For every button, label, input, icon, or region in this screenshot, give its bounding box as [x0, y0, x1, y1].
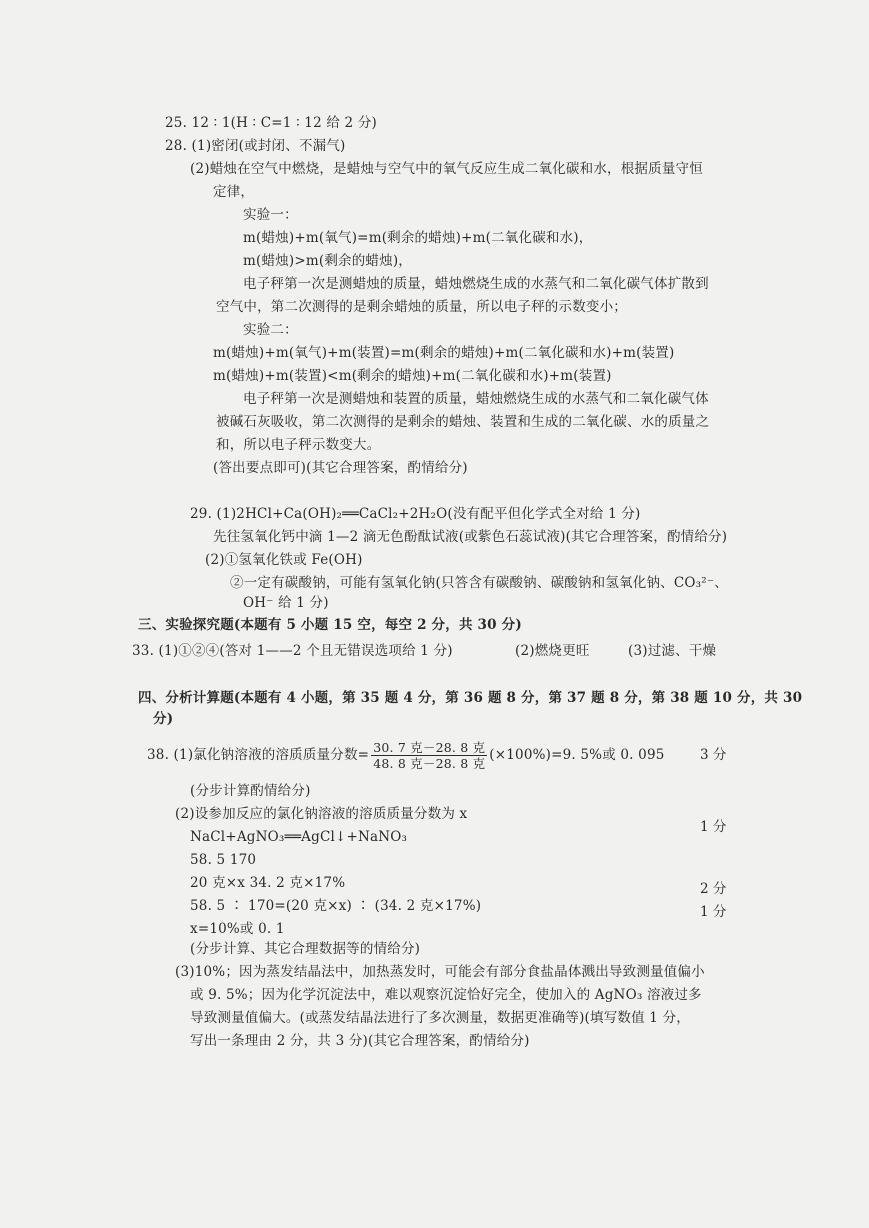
answer-38-3-line2: 或 9. 5%；因为化学沉淀法中，难以观察沉淀恰好完全，使加入的 AgNO₃ 溶液过多 — [190, 987, 702, 1003]
answer-38-3-line4: 写出一条理由 2 分，共 3 分)(其它合理答案，酌情给分) — [190, 1033, 530, 1049]
section-four-heading-cont: 分) — [153, 711, 174, 727]
molar-masses: 58. 5 170 — [190, 852, 257, 868]
experiment-two-heading: 实验二： — [243, 322, 298, 338]
experiment-two-explain-2: 被碱石灰吸收，第二次测得的是剩余的蜡烛、装置和生成的二氧化碳、水的质量之 — [216, 414, 710, 430]
answer-38-2-setup: (2)设参加反应的氯化钠溶液的溶质质量分数为 x — [175, 806, 468, 822]
answer-38-1-note: (分步计算酌情给分) — [190, 783, 311, 799]
fraction — [371, 740, 487, 771]
experiment-one-explain-1: 电子秤第一次是测蜡烛的质量，蜡烛燃烧生成的水蒸气和二氧化碳气体扩散到 — [243, 276, 709, 292]
experiment-two-inequality: m(蜡烛)+m(装置)<m(剩余的蜡烛)+m(二氧化碳和水)+m(装置) — [213, 368, 612, 384]
answer-29-2-2: ②一定有碳酸钠，可能有氢氧化钠(只答含有碳酸钠、碳酸钠和氢氧化钠、CO₃²⁻、 — [230, 575, 728, 591]
answer-28-1: 28. (1)密闭(或封闭、不漏气) — [165, 138, 346, 154]
score-38-2-proportion: 2 分 — [700, 881, 727, 897]
score-38-1: 3 分 — [700, 747, 727, 763]
experiment-two-equation: m(蜡烛)+m(氧气)+m(装置)=m(剩余的蜡烛)+m(二氧化碳和水)+m(装置) — [213, 345, 675, 361]
score-38-2-equation: 1 分 — [700, 819, 727, 835]
score-38-2-result: 1 分 — [700, 904, 727, 920]
section-four-heading: 四、分析计算题(本题有 4 小题，第 35 题 4 分，第 36 题 8 分，第 37 题 8 分，第 38 题 10 分，共 30 — [138, 690, 803, 706]
proportion-equation: 58. 5 ∶ 170=(20 克×x) ∶ (34. 2 克×17%) — [190, 898, 482, 914]
answer-38-1 — [147, 738, 665, 772]
answer-33-1: 33. (1)①②④(答对 1——2 个且无错误选项给 1 分) — [132, 643, 453, 659]
answer-38-1-result: (×100%)=9. 5%或 0. 095 — [489, 747, 665, 763]
answer-29-2-1: (2)①氢氧化铁或 Fe(OH) — [205, 552, 363, 568]
answer-28-2-intro-cont: 定律， — [213, 184, 255, 200]
answer-33-3: (3)过滤、干燥 — [628, 643, 717, 659]
experiment-one-heading: 实验一： — [243, 207, 298, 223]
answer-28-note: (答出要点即可)(其它合理答案，酌情给分) — [213, 460, 468, 476]
answer-38-3-line1: (3)10%；因为蒸发结晶法中，加热蒸发时，可能会有部分食盐晶体溅出导致测量值偏小 — [175, 964, 705, 980]
experiment-two-explain-3: 和，所以电子秤示数变大。 — [216, 437, 381, 453]
answer-38-3-line3: 导致测量值偏大。(或蒸发结晶法进行了多次测量，数据更准确等)(填写数值 1 分， — [190, 1010, 690, 1026]
reaction-equation: NaCl+AgNO₃══AgCl↓+NaNO₃ — [190, 829, 408, 845]
fraction-numerator: 30. 7 克－28. 8 克 — [373, 740, 486, 755]
answer-33-2: (2)燃烧更旺 — [515, 643, 590, 659]
masses-row: 20 克×x 34. 2 克×17% — [190, 875, 346, 891]
experiment-one-inequality: m(蜡烛)>m(剩余的蜡烛)， — [243, 253, 412, 269]
answer-29-1-method: 先往氢氧化钙中滴 1—2 滴无色酚酞试液(或紫色石蕊试液)(其它合理答案，酌情给分) — [213, 529, 728, 545]
answer-38-1-label: 38. (1)氯化钠溶液的溶质质量分数= — [147, 747, 370, 763]
experiment-one-equation: m(蜡烛)+m(氧气)=m(剩余的蜡烛)+m(二氧化碳和水)， — [243, 230, 593, 246]
answer-38-2-result: x=10%或 0. 1 — [190, 921, 285, 937]
answer-28-2-intro: (2)蜡烛在空气中燃烧，是蜡烛与空气中的氧气反应生成二氧化碳和水，根据质量守恒 — [190, 161, 703, 177]
experiment-one-explain-2: 空气中，第二次测得的是剩余蜡烛的质量，所以电子秤的示数变小； — [216, 299, 627, 315]
answer-38-2-note: (分步计算、其它合理数据等的情给分) — [190, 941, 421, 957]
experiment-two-explain-1: 电子秤第一次是测蜡烛和装置的质量，蜡烛燃烧生成的水蒸气和二氧化碳气体 — [243, 391, 709, 407]
answer-29-2-2-cont: OH⁻ 给 1 分) — [243, 595, 329, 611]
section-three-heading: 三、实验探究题(本题有 5 小题 15 空，每空 2 分，共 30 分) — [138, 617, 522, 633]
answer-29-1: 29. (1)2HCl+Ca(OH)₂══CaCl₂+2H₂O(没有配平但化学式全对给 1 分) — [190, 506, 641, 522]
fraction-denominator: 48. 8 克－28. 8 克 — [373, 756, 486, 771]
answer-25: 25. 12 ∶ 1(H ∶ C=1 ∶ 12 给 2 分) — [165, 115, 377, 131]
